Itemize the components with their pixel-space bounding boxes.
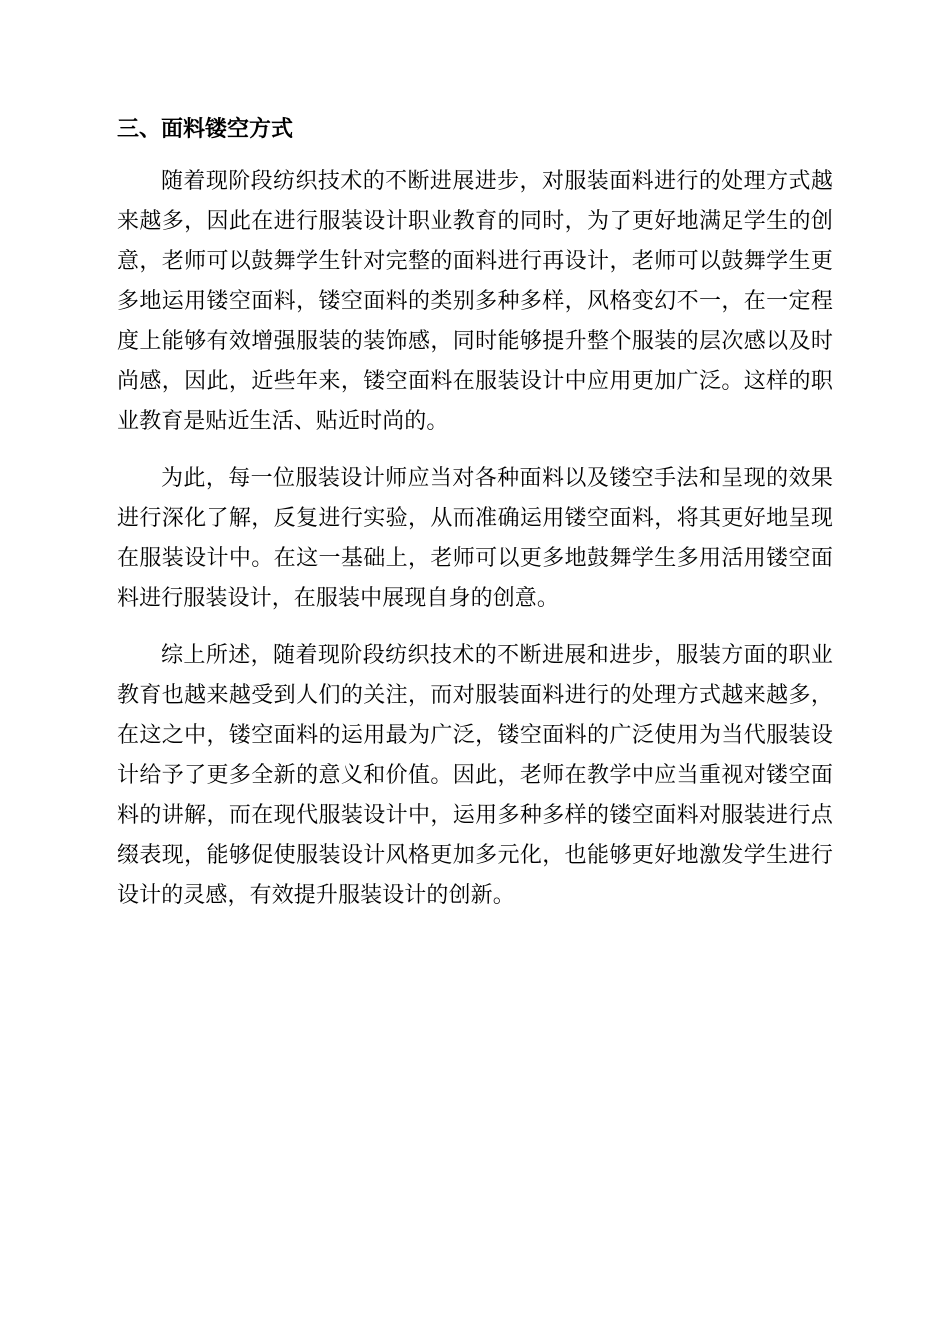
document-body [117, 112, 833, 933]
section-heading: 三、面料镂空方式 [117, 117, 294, 142]
paragraph-fabric-hollowing-intro: 随着现阶段纺织技术的不断进展进步，对服装面料进行的处理方式越来越多，因此在进行服装设计职业教育的同时，为了更好地满足学生的创意，老师可以鼓舞学生针对完整的面料进行再设计，老师可以鼓舞学生更多地运用镂空面料，镂空面料的类别多种多样，风格变幻不一，在一定程度上能够有效增强服装的装饰感，同时能够提升整个服装的层次感以及时尚感，因此，近些年来，镂空面料在服装设计中应用更加广泛。这样的职业教育是贴近生活、贴近时尚的。 [117, 169, 833, 434]
paragraph-conclusion: 综上所述，随着现阶段纺织技术的不断进展和进步，服装方面的职业教育也越来越受到人们的关注，而对服装面料进行的处理方式越来越多，在这之中，镂空面料的运用最为广泛，镂空面料的广泛使用为当代服装设计给予了更多全新的意义和价值。因此，老师在教学中应当重视对镂空面料的讲解，而在现代服装设计中，运用多种多样的镂空面料对服装进行点缀表现，能够促使服装设计风格更加多元化，也能够更好地激发学生进行设计的灵感，有效提升服装设计的创新。 [117, 643, 833, 908]
paragraph-designer-practice: 为此，每一位服装设计师应当对各种面料以及镂空手法和呈现的效果进行深化了解，反复进行实验，从而准确运用镂空面料，将其更好地呈现在服装设计中。在这一基础上，老师可以更多地鼓舞学生多用活用镂空面料进行服装设计，在服装中展现自身的创意。 [117, 466, 833, 611]
